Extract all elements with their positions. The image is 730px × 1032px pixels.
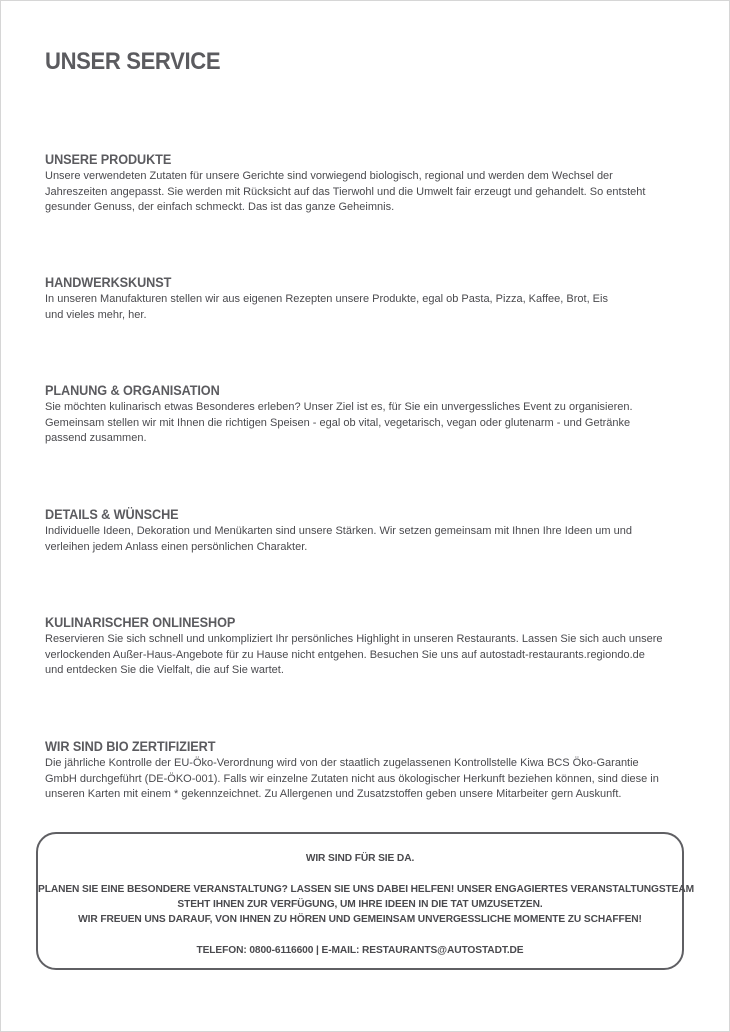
contact-text-line: STEHT IHNEN ZUR VERFÜGUNG, UM IHRE IDEEN IN DIE TAT UMZUSETZEN. xyxy=(177,899,543,910)
section-handwerkskunst xyxy=(45,275,625,323)
section-heading: WIR SIND BIO ZERTIFIZIERT xyxy=(45,739,216,754)
contact-text-line: WIR FREUEN UNS DARAUF, VON IHNEN ZU HÖREN UND GEMEINSAM UNVERGESSLICHE MOMENTE ZU SCHAFFEN! xyxy=(78,914,642,925)
section-text: In unseren Manufakturen stellen wir aus eigenen Rezepten unsere Produkte, egal ob Pasta, Pizza, Kaffee, Brot, Eis und vieles mehr, her. xyxy=(45,293,608,321)
section-text: Individuelle Ideen, Dekoration und Menükarten sind unsere Stärken. Wir setzen gemeinsam mit Ihnen Ihre Ideen um und verleihen jedem Anlass einen persönlichen Charakter. xyxy=(45,525,632,553)
section-heading: HANDWERKSKUNST xyxy=(45,275,172,290)
contact-text-line: PLANEN SIE EINE BESONDERE VERANSTALTUNG? LASSEN SIE UNS DABEI HELFEN! UNSER ENGAGIERTES VERANSTALTUNGSTEAM xyxy=(38,884,694,895)
contact-box xyxy=(36,832,694,970)
section-heading: PLANUNG & ORGANISATION xyxy=(45,383,220,398)
section-text: Die jährliche Kontrolle der EU-Öko-Verordnung wird von der staatlich zugelassenen Kontrollstelle Kiwa BCS Öko-Garantie GmbH durchgeführt (DE-ÖKO-001). Falls wir einzelne Zutaten nicht aus ökologischer Herkunft beziehen können, sind diese in unseren Karten mit einem * gekennzeichnet. Zu Allergenen und Zusatzstoffen geben unsere Mitarbeiter gern Auskunft. xyxy=(45,757,659,800)
contact-details: TELEFON: 0800-6116600 | E-MAIL: RESTAURANTS@AUTOSTADT.DE xyxy=(196,945,524,956)
section-bio-zertifiziert xyxy=(45,739,665,803)
page-title: UNSER SERVICE xyxy=(45,48,221,75)
section-text: Sie möchten kulinarisch etwas Besonderes erleben? Unser Ziel ist es, für Sie ein unvergessliches Event zu organisieren. Gemeinsam stellen wir mit Ihnen die richtigen Speisen - egal ob vital, vegetarisch, vegan oder glutenarm - und Getränke passend zusammen. xyxy=(45,401,633,444)
section-heading: DETAILS & WÜNSCHE xyxy=(45,507,179,522)
section-heading: KULINARISCHER ONLINESHOP xyxy=(45,615,236,630)
section-text: Unsere verwendeten Zutaten für unsere Gerichte sind vorwiegend biologisch, regional und werden dem Wechsel der Jahreszeiten angepasst. Sie werden mit Rücksicht auf das Tierwohl und die Umwelt fair erzeugt und gehandelt. So entsteht gesunder Genuss, der einfach schmeckt. Das ist das ganze Geheimnis. xyxy=(45,170,646,213)
section-unsere-produkte xyxy=(45,152,665,216)
section-kulinarischer-onlineshop xyxy=(45,615,665,679)
section-details-wuensche xyxy=(45,507,665,555)
section-text: Reservieren Sie sich schnell und unkompliziert Ihr persönliches Highlight in unseren Restaurants. Lassen Sie sich auch unsere verlockenden Außer-Haus-Angebote für zu Hause nicht entgehen. Besuchen Sie uns auf autostadt-restaurants.regiondo.de und entdecken Sie die Vielfalt, die auf Sie wartet. xyxy=(45,633,663,676)
section-heading: UNSERE PRODUKTE xyxy=(45,152,172,167)
section-planung-organisation xyxy=(45,383,665,447)
contact-heading: WIR SIND FÜR SIE DA. xyxy=(305,853,415,864)
